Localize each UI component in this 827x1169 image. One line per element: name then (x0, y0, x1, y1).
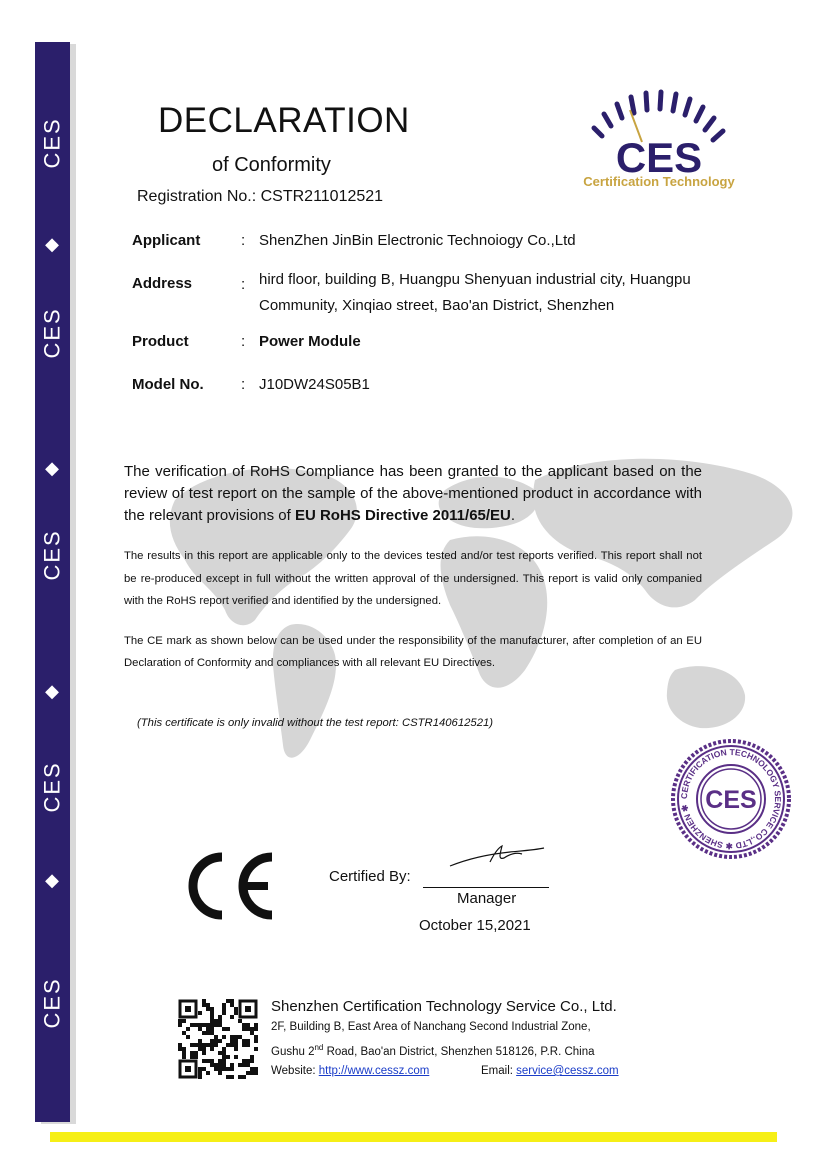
verification-paragraph (124, 461, 702, 527)
footer-address-line1: 2F, Building B, East Area of Nanchang Second Industrial Zone, (271, 1021, 591, 1033)
sidebar-diamond-icon: ◆ (45, 458, 59, 478)
footer-company-name: Shenzhen Certification Technology Service Co., Ltd. (271, 998, 617, 1015)
signer-title: Manager (457, 890, 517, 907)
logo-brand-text: CES (615, 134, 703, 181)
product-label: Product (132, 333, 189, 350)
email-link[interactable]: service@cessz.com (516, 1065, 619, 1077)
logo-tagline: Certification Technology (583, 174, 735, 189)
page-subtitle: of Conformity (212, 154, 331, 176)
signature-scribble (440, 842, 550, 872)
field-colon: : (241, 333, 246, 350)
sidebar-diamond-icon: ◆ (45, 870, 59, 890)
sidebar-label: CES (39, 977, 65, 1029)
ces-seal-stamp (670, 738, 792, 860)
address-value-line1: hird floor, building B, Huangpu Shenyuan industrial city, Huangpu (259, 271, 691, 288)
field-colon: : (241, 232, 246, 249)
ce-mark (184, 852, 279, 920)
field-colon: : (241, 376, 246, 393)
address-value-line2: Community, Xinqiao street, Bao'an District, Shenzhen (259, 297, 615, 314)
results-paragraph: The results in this report are applicable only to the devices tested and/or test reports verified. This report shall not be re-produced except in full without the written approval of the undersigned. This report is valid only companied with the RoHS report verified and identified by the undersigned. (124, 550, 702, 607)
seal-ring-text: CERTIFICATION TECHNOLOGY SERVICE CO.,LTD ✱ SHENZHEN ✱ (678, 746, 784, 852)
model-value: J10DW24S05B1 (259, 376, 370, 393)
website-label: Website: (271, 1065, 319, 1077)
signature-line (423, 887, 549, 888)
issue-date: October 15,2021 (419, 917, 531, 934)
seal-center-text: CES (705, 786, 757, 814)
model-label: Model No. (132, 376, 204, 393)
address-label: Address (132, 275, 193, 292)
website-link[interactable]: http://www.cessz.com (318, 1065, 430, 1077)
verification-end: . (510, 507, 516, 524)
footer-email-row (481, 1065, 619, 1077)
applicant-label: Applicant (132, 232, 201, 249)
ce-mark-paragraph: The CE mark as shown below can be used under the responsibility of the manufacturer, after completion of an EU Declaration of Conformity and compliances with all relevant EU Directives. (124, 635, 702, 669)
ces-logo (562, 80, 757, 190)
field-colon: : (241, 276, 246, 293)
sidebar-label: CES (39, 307, 65, 359)
sidebar-diamond-icon: ◆ (45, 681, 59, 701)
directive-name: EU RoHS Directive 2011/65/EU (294, 507, 511, 524)
qr-code (178, 999, 258, 1079)
footer-address-line2: Gushu 2nd Road, Bao'an District, Shenzhen 518126, P.R. China (271, 1043, 595, 1058)
applicant-value: ShenZhen JinBin Electronic Technoiogy Co.,Ltd (259, 232, 576, 249)
bottom-yellow-bar (50, 1132, 777, 1142)
email-label: Email: (481, 1065, 517, 1077)
certificate-note: (This certificate is only invalid without the test report: CSTR140612521) (137, 717, 494, 729)
sidebar-diamond-icon: ◆ (45, 234, 59, 254)
sidebar-label: CES (39, 761, 65, 813)
sidebar-label: CES (39, 117, 65, 169)
sidebar-label: CES (39, 529, 65, 581)
footer-website-row (271, 1065, 429, 1077)
left-sidebar (35, 42, 70, 1122)
verification-text: The verification of RoHS Compliance has been granted to the applicant based on the review of test report on the sample of the above-mentioned product in accordance with the relevant provisions of (124, 463, 702, 524)
product-value: Power Module (259, 333, 361, 350)
certified-by-label: Certified By: (329, 868, 411, 885)
registration-number: Registration No.: CSTR211012521 (137, 188, 384, 205)
page-title: DECLARATION (158, 101, 410, 140)
